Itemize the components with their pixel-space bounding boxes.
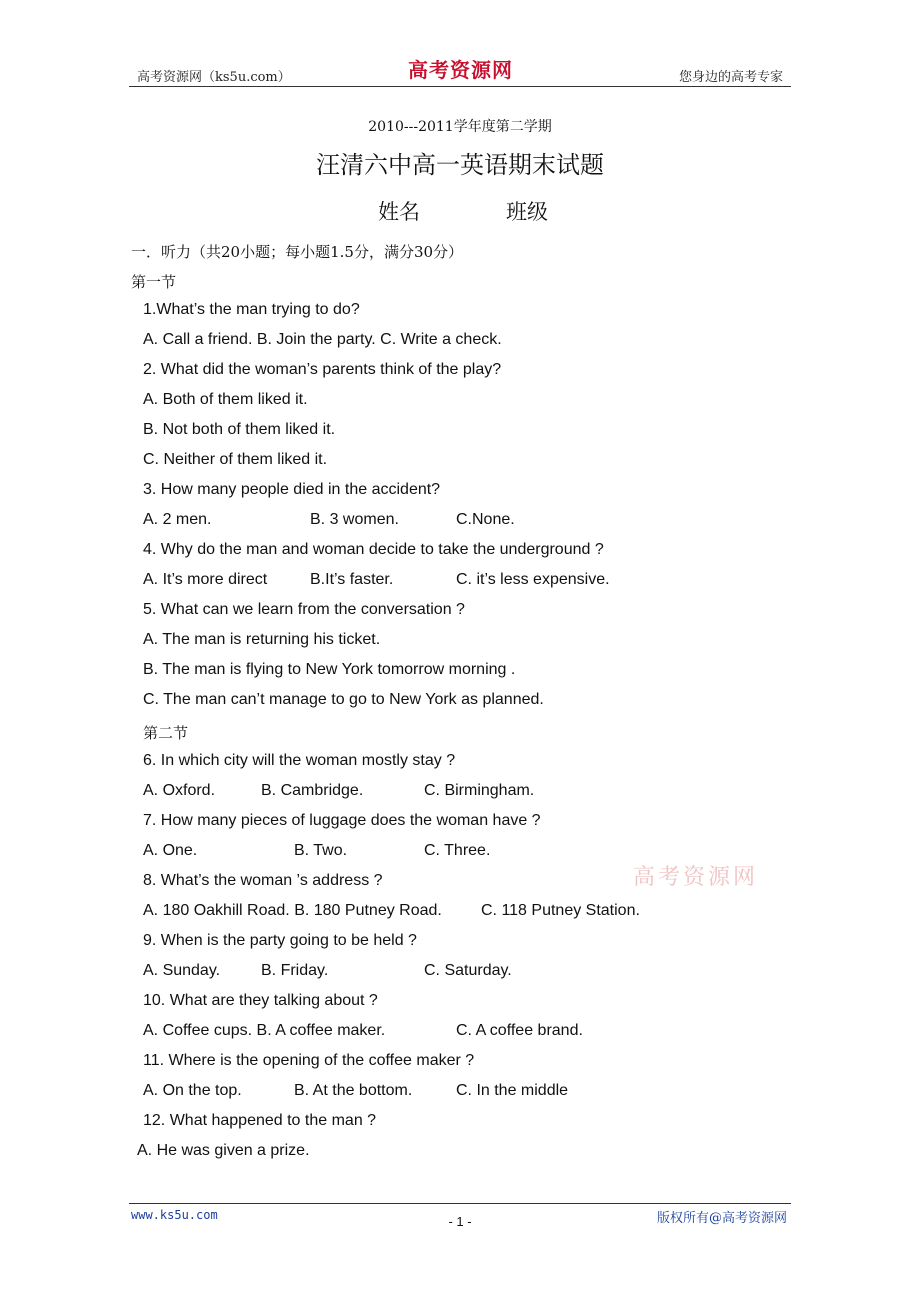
- question-7: 7. How many pieces of luggage does the woman have ?: [143, 812, 541, 829]
- footer-divider: [129, 1203, 791, 1204]
- option-a: A. Sunday.: [143, 962, 221, 979]
- option-b: B. 3 women.: [310, 511, 399, 528]
- question-3: 3. How many people died in the accident?: [143, 481, 441, 498]
- class-label: 班级: [506, 200, 548, 224]
- part-two-heading: 第二节: [143, 724, 189, 742]
- header-divider: [129, 86, 791, 87]
- question-9: 9. When is the party going to be held ?: [143, 932, 417, 949]
- question-1-options: A. Call a friend. B. Join the party. C. Write a check.: [143, 331, 502, 348]
- option-b: B. Cambridge.: [261, 782, 364, 799]
- option-b: B.It’s faster.: [310, 571, 394, 588]
- option-a: A. It’s more direct: [143, 571, 268, 588]
- option-a: A. 2 men.: [143, 511, 212, 528]
- school-year: 2010---2011学年度第二学期: [368, 119, 552, 135]
- option-a-b: A. Coffee cups. B. A coffee maker.: [143, 1022, 386, 1039]
- option-b: B. At the bottom.: [294, 1082, 413, 1099]
- question-5-option-c: C. The man can’t manage to go to New York as planned.: [143, 691, 544, 708]
- option-a: A. Oxford.: [143, 782, 216, 799]
- question-10: 10. What are they talking about ?: [143, 992, 378, 1009]
- exam-title: 汪清六中高一英语期末试题: [316, 151, 604, 179]
- section-heading: 一．听力（共20小题；每小题1.5分，满分30分）: [131, 243, 464, 261]
- question-2-option-a: A. Both of them liked it.: [143, 391, 308, 408]
- question-11: 11. Where is the opening of the coffee maker ?: [143, 1052, 475, 1069]
- option-c: C. Saturday.: [424, 962, 512, 979]
- watermark: 高考资源网: [633, 865, 759, 890]
- question-5-option-a: A. The man is returning his ticket.: [143, 631, 381, 648]
- question-4: 4. Why do the man and woman decide to take the underground ?: [143, 541, 604, 558]
- question-5: 5. What can we learn from the conversation ?: [143, 601, 465, 618]
- question-12: 12. What happened to the man ?: [143, 1112, 377, 1129]
- page-number: - 1 -: [448, 1214, 472, 1229]
- student-info: [378, 196, 548, 226]
- option-a: A. One.: [143, 842, 198, 859]
- option-c: C. Three.: [424, 842, 491, 859]
- question-8: 8. What’s the woman ’s address ?: [143, 872, 383, 889]
- option-c: C. it’s less expensive.: [456, 571, 610, 588]
- option-a-b: A. 180 Oakhill Road. B. 180 Putney Road.: [143, 902, 442, 919]
- question-2: 2. What did the woman’s parents think of the play?: [143, 361, 502, 378]
- footer-website-link[interactable]: www.ks5u.com: [131, 1208, 218, 1222]
- footer-copyright: 版权所有@高考资源网: [656, 1211, 787, 1226]
- option-c: C. Birmingham.: [424, 782, 535, 799]
- name-label: 姓名: [378, 200, 420, 224]
- option-b: B. Two.: [294, 842, 348, 859]
- question-5-option-b: B. The man is flying to New York tomorrow morning .: [143, 661, 516, 678]
- question-12-option-a: A. He was given a prize.: [137, 1142, 310, 1159]
- question-1: 1.What’s the man trying to do?: [143, 301, 360, 318]
- part-one-heading: 第一节: [131, 273, 177, 291]
- header-slogan: 您身边的高考专家: [678, 70, 783, 85]
- header-site-name: 高考资源网（ks5u.com）: [137, 70, 291, 85]
- question-6: 6. In which city will the woman mostly stay ?: [143, 752, 456, 769]
- option-a: A. On the top.: [143, 1082, 242, 1099]
- question-2-option-c: C. Neither of them liked it.: [143, 451, 328, 468]
- option-c: C. 118 Putney Station.: [481, 902, 640, 919]
- option-b: B. Friday.: [261, 962, 329, 979]
- question-2-option-b: B. Not both of them liked it.: [143, 421, 336, 438]
- header-logo: 高考资源网: [408, 58, 513, 82]
- option-c: C. A coffee brand.: [456, 1022, 583, 1039]
- option-c: C.None.: [456, 511, 515, 528]
- option-c: C. In the middle: [456, 1082, 569, 1099]
